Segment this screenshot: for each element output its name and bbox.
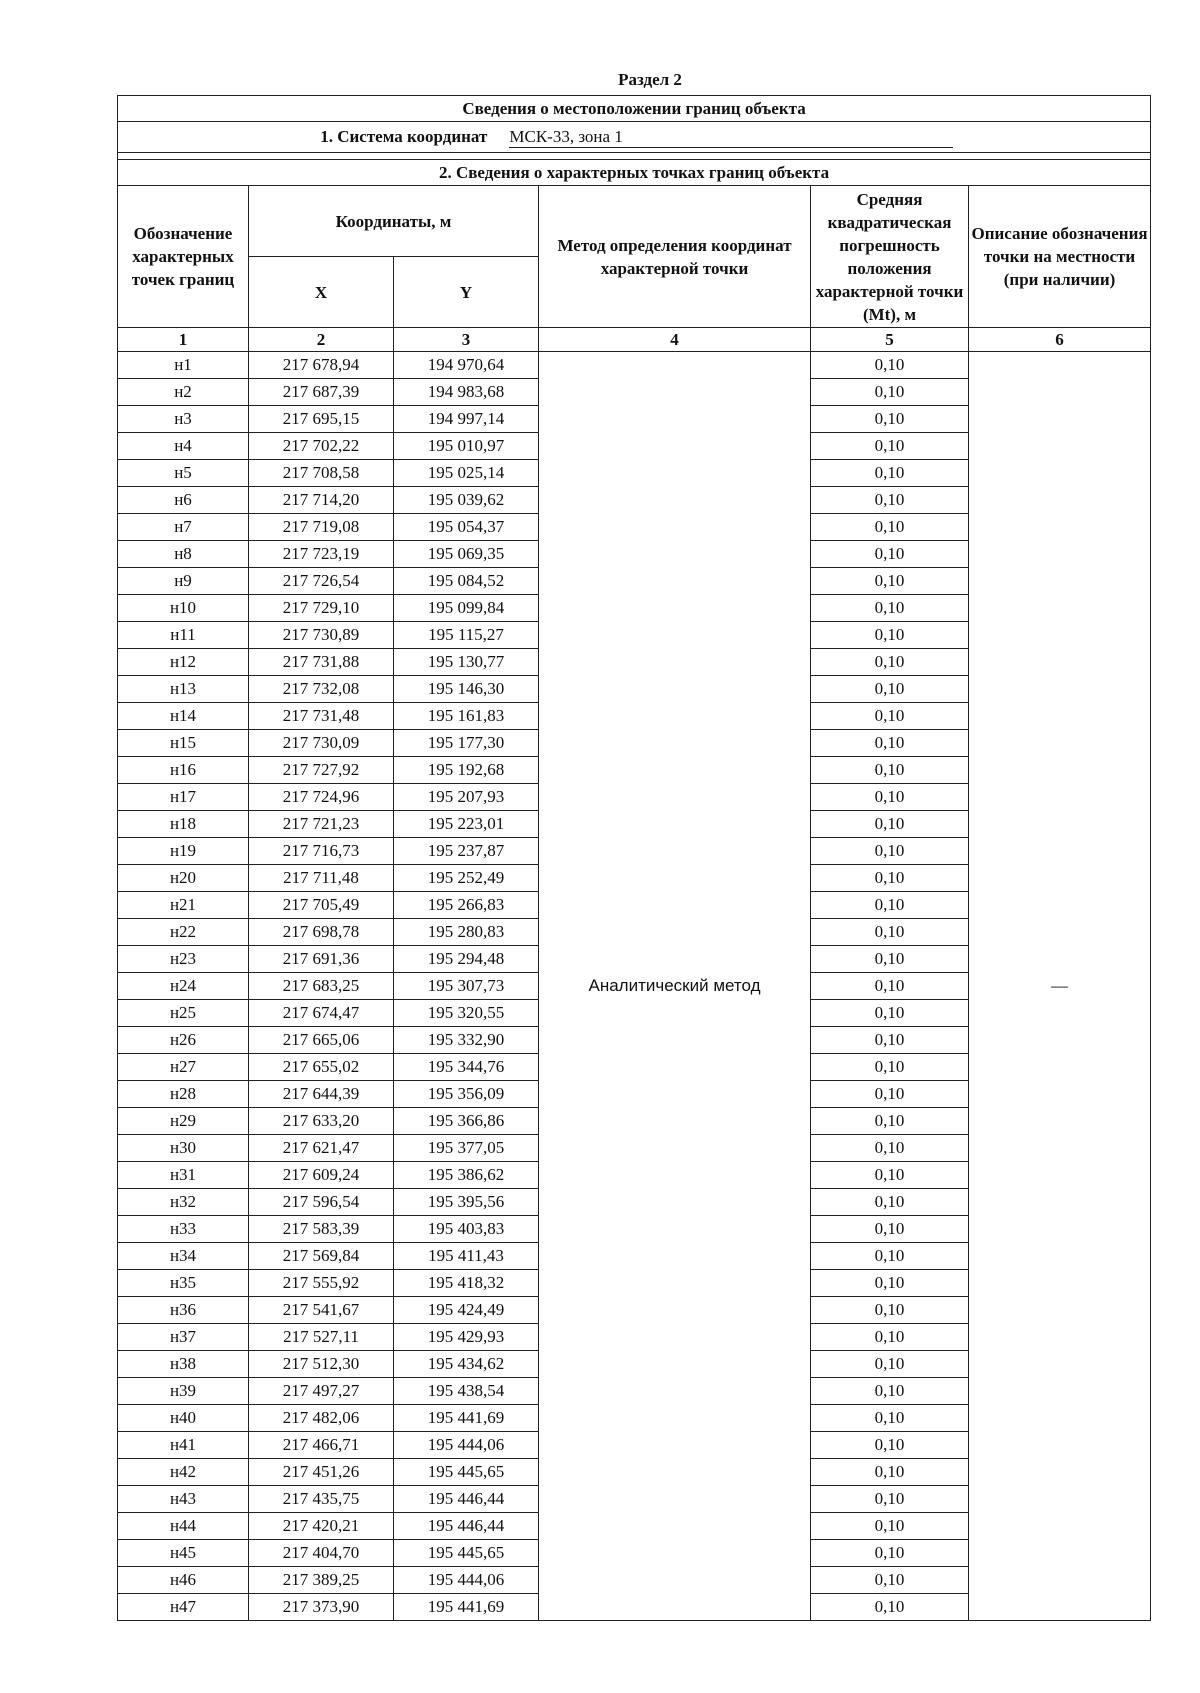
- mt-error-cell: 0,10: [811, 1324, 969, 1351]
- mt-error-cell: 0,10: [811, 595, 969, 622]
- col-number: 3: [394, 328, 539, 352]
- coord-system-label: 1. Система координат: [320, 126, 488, 146]
- mt-error-cell: 0,10: [811, 1081, 969, 1108]
- point-name-cell: н11: [118, 622, 249, 649]
- x-coordinate-cell: 217 389,25: [249, 1567, 394, 1594]
- point-name-cell: н47: [118, 1594, 249, 1621]
- boundary-points-table: [117, 95, 1151, 1621]
- point-name-cell: н45: [118, 1540, 249, 1567]
- header-coords: Координаты, м: [249, 186, 539, 257]
- mt-error-cell: 0,10: [811, 622, 969, 649]
- point-name-cell: н13: [118, 676, 249, 703]
- col-number: 2: [249, 328, 394, 352]
- mt-error-cell: 0,10: [811, 1297, 969, 1324]
- x-coordinate-cell: 217 726,54: [249, 568, 394, 595]
- x-coordinate-cell: 217 702,22: [249, 433, 394, 460]
- x-coordinate-cell: 217 674,47: [249, 1000, 394, 1027]
- x-coordinate-cell: 217 719,08: [249, 514, 394, 541]
- col-number: 1: [118, 328, 249, 352]
- mt-error-cell: 0,10: [811, 1000, 969, 1027]
- y-coordinate-cell: 195 130,77: [394, 649, 539, 676]
- point-name-cell: н26: [118, 1027, 249, 1054]
- y-coordinate-cell: 195 446,44: [394, 1486, 539, 1513]
- y-coordinate-cell: 195 069,35: [394, 541, 539, 568]
- mt-error-cell: 0,10: [811, 892, 969, 919]
- mt-error-cell: 0,10: [811, 1135, 969, 1162]
- point-name-cell: н7: [118, 514, 249, 541]
- y-coordinate-cell: 195 377,05: [394, 1135, 539, 1162]
- y-coordinate-cell: 194 997,14: [394, 406, 539, 433]
- x-coordinate-cell: 217 687,39: [249, 379, 394, 406]
- x-coordinate-cell: 217 723,19: [249, 541, 394, 568]
- coord-system-row: [118, 122, 1151, 153]
- mt-error-cell: 0,10: [811, 1027, 969, 1054]
- mt-error-cell: 0,10: [811, 514, 969, 541]
- point-name-cell: н38: [118, 1351, 249, 1378]
- point-name-cell: н30: [118, 1135, 249, 1162]
- x-coordinate-cell: 217 655,02: [249, 1054, 394, 1081]
- point-name-cell: н27: [118, 1054, 249, 1081]
- y-coordinate-cell: 195 386,62: [394, 1162, 539, 1189]
- mt-error-cell: 0,10: [811, 1513, 969, 1540]
- point-name-cell: н44: [118, 1513, 249, 1540]
- point-name-cell: н29: [118, 1108, 249, 1135]
- point-name-cell: н12: [118, 649, 249, 676]
- point-name-cell: н31: [118, 1162, 249, 1189]
- mt-error-cell: 0,10: [811, 1567, 969, 1594]
- x-coordinate-cell: 217 695,15: [249, 406, 394, 433]
- mt-error-cell: 0,10: [811, 946, 969, 973]
- point-name-cell: н3: [118, 406, 249, 433]
- mt-error-cell: 0,10: [811, 433, 969, 460]
- x-coordinate-cell: 217 730,09: [249, 730, 394, 757]
- col-number: 5: [811, 328, 969, 352]
- y-coordinate-cell: 195 146,30: [394, 676, 539, 703]
- y-coordinate-cell: 194 983,68: [394, 379, 539, 406]
- y-coordinate-cell: 195 411,43: [394, 1243, 539, 1270]
- x-coordinate-cell: 217 497,27: [249, 1378, 394, 1405]
- x-coordinate-cell: 217 678,94: [249, 352, 394, 379]
- y-coordinate-cell: 195 444,06: [394, 1432, 539, 1459]
- mt-error-cell: 0,10: [811, 784, 969, 811]
- x-coordinate-cell: 217 730,89: [249, 622, 394, 649]
- x-coordinate-cell: 217 609,24: [249, 1162, 394, 1189]
- mt-error-cell: 0,10: [811, 541, 969, 568]
- point-name-cell: н25: [118, 1000, 249, 1027]
- point-name-cell: н36: [118, 1297, 249, 1324]
- y-coordinate-cell: 195 429,93: [394, 1324, 539, 1351]
- x-coordinate-cell: 217 724,96: [249, 784, 394, 811]
- x-coordinate-cell: 217 420,21: [249, 1513, 394, 1540]
- y-coordinate-cell: 195 025,14: [394, 460, 539, 487]
- x-coordinate-cell: 217 596,54: [249, 1189, 394, 1216]
- table-row: [118, 352, 1151, 379]
- point-name-cell: н37: [118, 1324, 249, 1351]
- y-coordinate-cell: 195 294,48: [394, 946, 539, 973]
- x-coordinate-cell: 217 527,11: [249, 1324, 394, 1351]
- x-coordinate-cell: 217 621,47: [249, 1135, 394, 1162]
- y-coordinate-cell: 195 207,93: [394, 784, 539, 811]
- y-coordinate-cell: 195 039,62: [394, 487, 539, 514]
- y-coordinate-cell: 195 332,90: [394, 1027, 539, 1054]
- mt-error-cell: 0,10: [811, 568, 969, 595]
- x-coordinate-cell: 217 541,67: [249, 1297, 394, 1324]
- description-cell: —: [969, 352, 1151, 1621]
- y-coordinate-cell: 195 424,49: [394, 1297, 539, 1324]
- points-title: 2. Сведения о характерных точках границ объекта: [118, 160, 1151, 186]
- y-coordinate-cell: 195 446,44: [394, 1513, 539, 1540]
- x-coordinate-cell: 217 698,78: [249, 919, 394, 946]
- method-cell: Аналитический метод: [539, 352, 811, 1621]
- x-coordinate-cell: 217 721,23: [249, 811, 394, 838]
- point-name-cell: н15: [118, 730, 249, 757]
- x-coordinate-cell: 217 731,88: [249, 649, 394, 676]
- point-name-cell: н16: [118, 757, 249, 784]
- point-name-cell: н40: [118, 1405, 249, 1432]
- y-coordinate-cell: 195 223,01: [394, 811, 539, 838]
- mt-error-cell: 0,10: [811, 1378, 969, 1405]
- header-method: Метод определения координат характерной точки: [539, 186, 811, 328]
- x-coordinate-cell: 217 691,36: [249, 946, 394, 973]
- x-coordinate-cell: 217 729,10: [249, 595, 394, 622]
- x-coordinate-cell: 217 466,71: [249, 1432, 394, 1459]
- mt-error-cell: 0,10: [811, 487, 969, 514]
- section-title: Раздел 2: [618, 70, 682, 89]
- col-number: 6: [969, 328, 1151, 352]
- x-coordinate-cell: 217 665,06: [249, 1027, 394, 1054]
- header-y: Y: [394, 257, 539, 328]
- point-name-cell: н2: [118, 379, 249, 406]
- x-coordinate-cell: 217 435,75: [249, 1486, 394, 1513]
- mt-error-cell: 0,10: [811, 1270, 969, 1297]
- mt-error-cell: 0,10: [811, 973, 969, 1000]
- x-coordinate-cell: 217 714,20: [249, 487, 394, 514]
- point-name-cell: н35: [118, 1270, 249, 1297]
- y-coordinate-cell: 195 177,30: [394, 730, 539, 757]
- y-coordinate-cell: 195 252,49: [394, 865, 539, 892]
- x-coordinate-cell: 217 705,49: [249, 892, 394, 919]
- mt-error-cell: 0,10: [811, 1486, 969, 1513]
- x-coordinate-cell: 217 683,25: [249, 973, 394, 1000]
- x-coordinate-cell: 217 555,92: [249, 1270, 394, 1297]
- x-coordinate-cell: 217 451,26: [249, 1459, 394, 1486]
- x-coordinate-cell: 217 732,08: [249, 676, 394, 703]
- y-coordinate-cell: 195 403,83: [394, 1216, 539, 1243]
- point-name-cell: н28: [118, 1081, 249, 1108]
- col-number: 4: [539, 328, 811, 352]
- mt-error-cell: 0,10: [811, 676, 969, 703]
- mt-error-cell: 0,10: [811, 757, 969, 784]
- point-name-cell: н32: [118, 1189, 249, 1216]
- y-coordinate-cell: 195 237,87: [394, 838, 539, 865]
- point-name-cell: н46: [118, 1567, 249, 1594]
- y-coordinate-cell: 195 344,76: [394, 1054, 539, 1081]
- mt-error-cell: 0,10: [811, 352, 969, 379]
- y-coordinate-cell: 195 441,69: [394, 1594, 539, 1621]
- mt-error-cell: 0,10: [811, 1459, 969, 1486]
- y-coordinate-cell: 195 366,86: [394, 1108, 539, 1135]
- mt-error-cell: 0,10: [811, 1162, 969, 1189]
- x-coordinate-cell: 217 716,73: [249, 838, 394, 865]
- y-coordinate-cell: 195 192,68: [394, 757, 539, 784]
- point-name-cell: н43: [118, 1486, 249, 1513]
- y-coordinate-cell: 195 434,62: [394, 1351, 539, 1378]
- point-name-cell: н23: [118, 946, 249, 973]
- x-coordinate-cell: 217 711,48: [249, 865, 394, 892]
- header-x: X: [249, 257, 394, 328]
- mt-error-cell: 0,10: [811, 1108, 969, 1135]
- y-coordinate-cell: 195 320,55: [394, 1000, 539, 1027]
- point-name-cell: н4: [118, 433, 249, 460]
- header-designation: Обозначение характерных точек границ: [118, 186, 249, 328]
- point-name-cell: н20: [118, 865, 249, 892]
- point-name-cell: н5: [118, 460, 249, 487]
- x-coordinate-cell: 217 569,84: [249, 1243, 394, 1270]
- y-coordinate-cell: 195 395,56: [394, 1189, 539, 1216]
- header-error: Средняя квадратическая погрешность положения характерной точки (Mt), м: [811, 186, 969, 328]
- point-name-cell: н21: [118, 892, 249, 919]
- point-name-cell: н6: [118, 487, 249, 514]
- point-name-cell: н33: [118, 1216, 249, 1243]
- y-coordinate-cell: 195 444,06: [394, 1567, 539, 1594]
- y-coordinate-cell: 195 266,83: [394, 892, 539, 919]
- mt-error-cell: 0,10: [811, 919, 969, 946]
- y-coordinate-cell: 195 084,52: [394, 568, 539, 595]
- mt-error-cell: 0,10: [811, 406, 969, 433]
- x-coordinate-cell: 217 512,30: [249, 1351, 394, 1378]
- point-name-cell: н18: [118, 811, 249, 838]
- point-name-cell: н19: [118, 838, 249, 865]
- point-name-cell: н41: [118, 1432, 249, 1459]
- x-coordinate-cell: 217 633,20: [249, 1108, 394, 1135]
- y-coordinate-cell: 195 445,65: [394, 1540, 539, 1567]
- mt-error-cell: 0,10: [811, 865, 969, 892]
- mt-error-cell: 0,10: [811, 1189, 969, 1216]
- mt-error-cell: 0,10: [811, 1243, 969, 1270]
- mt-error-cell: 0,10: [811, 1405, 969, 1432]
- y-coordinate-cell: 195 280,83: [394, 919, 539, 946]
- point-name-cell: н8: [118, 541, 249, 568]
- mt-error-cell: 0,10: [811, 1432, 969, 1459]
- x-coordinate-cell: 217 727,92: [249, 757, 394, 784]
- point-name-cell: н42: [118, 1459, 249, 1486]
- y-coordinate-cell: 195 115,27: [394, 622, 539, 649]
- mt-error-cell: 0,10: [811, 649, 969, 676]
- mt-error-cell: 0,10: [811, 1216, 969, 1243]
- point-name-cell: н1: [118, 352, 249, 379]
- mt-error-cell: 0,10: [811, 1054, 969, 1081]
- x-coordinate-cell: 217 482,06: [249, 1405, 394, 1432]
- mt-error-cell: 0,10: [811, 730, 969, 757]
- header-description: Описание обозначения точки на местности (при наличии): [969, 186, 1151, 328]
- x-coordinate-cell: 217 708,58: [249, 460, 394, 487]
- y-coordinate-cell: 195 441,69: [394, 1405, 539, 1432]
- x-coordinate-cell: 217 731,48: [249, 703, 394, 730]
- point-name-cell: н17: [118, 784, 249, 811]
- mt-error-cell: 0,10: [811, 379, 969, 406]
- mt-error-cell: 0,10: [811, 838, 969, 865]
- point-name-cell: н24: [118, 973, 249, 1000]
- x-coordinate-cell: 217 583,39: [249, 1216, 394, 1243]
- point-name-cell: н22: [118, 919, 249, 946]
- point-name-cell: н39: [118, 1378, 249, 1405]
- mt-error-cell: 0,10: [811, 811, 969, 838]
- y-coordinate-cell: 195 161,83: [394, 703, 539, 730]
- y-coordinate-cell: 195 099,84: [394, 595, 539, 622]
- coord-system-value: МСК-33, зона 1: [509, 127, 952, 148]
- y-coordinate-cell: 194 970,64: [394, 352, 539, 379]
- y-coordinate-cell: 195 438,54: [394, 1378, 539, 1405]
- x-coordinate-cell: 217 373,90: [249, 1594, 394, 1621]
- x-coordinate-cell: 217 644,39: [249, 1081, 394, 1108]
- point-name-cell: н34: [118, 1243, 249, 1270]
- point-name-cell: н14: [118, 703, 249, 730]
- table-title: Сведения о местоположении границ объекта: [118, 96, 1151, 122]
- y-coordinate-cell: 195 445,65: [394, 1459, 539, 1486]
- mt-error-cell: 0,10: [811, 1594, 969, 1621]
- y-coordinate-cell: 195 418,32: [394, 1270, 539, 1297]
- point-name-cell: н10: [118, 595, 249, 622]
- y-coordinate-cell: 195 356,09: [394, 1081, 539, 1108]
- mt-error-cell: 0,10: [811, 460, 969, 487]
- x-coordinate-cell: 217 404,70: [249, 1540, 394, 1567]
- spacer-row: [118, 153, 1151, 160]
- mt-error-cell: 0,10: [811, 1351, 969, 1378]
- y-coordinate-cell: 195 307,73: [394, 973, 539, 1000]
- mt-error-cell: 0,10: [811, 703, 969, 730]
- y-coordinate-cell: 195 010,97: [394, 433, 539, 460]
- y-coordinate-cell: 195 054,37: [394, 514, 539, 541]
- point-name-cell: н9: [118, 568, 249, 595]
- mt-error-cell: 0,10: [811, 1540, 969, 1567]
